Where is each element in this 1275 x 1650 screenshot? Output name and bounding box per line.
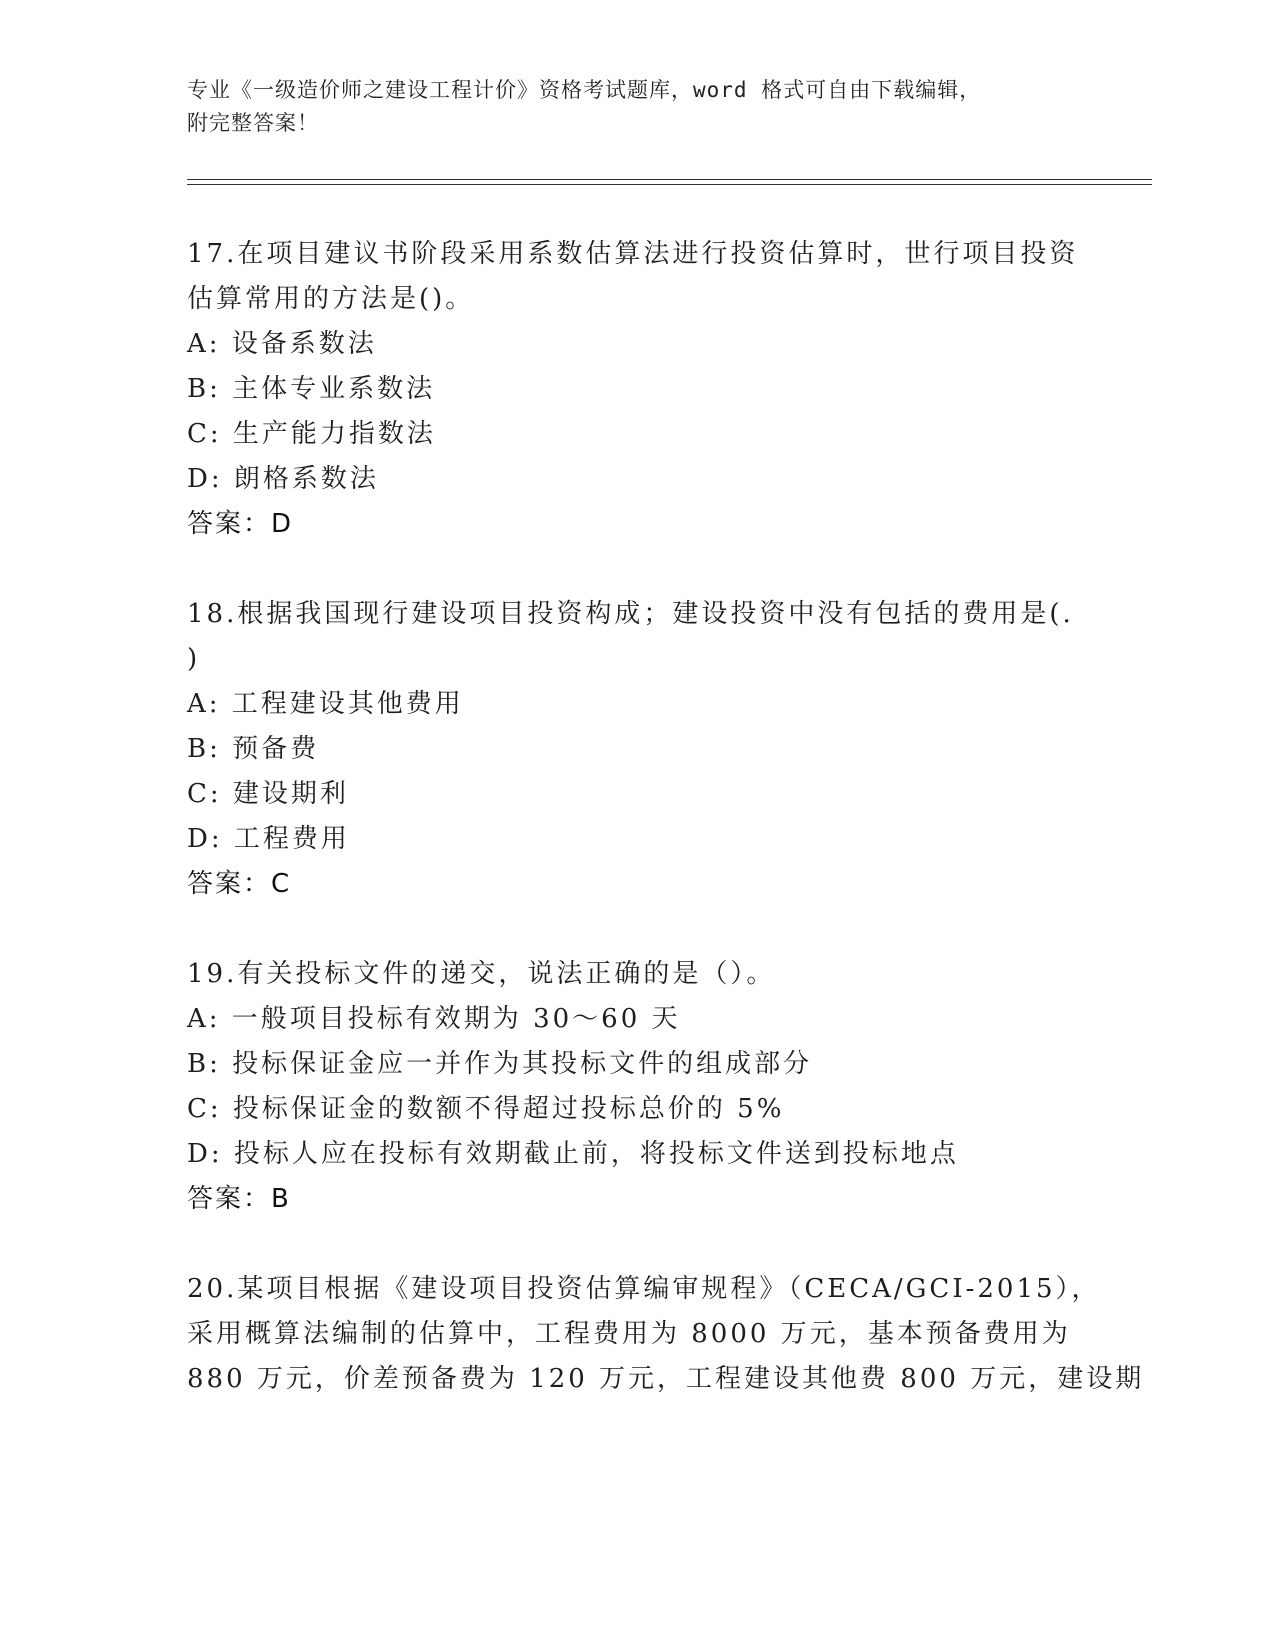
question-line: 估算常用的方法是()。 [187,284,475,314]
option-b: B: 预备费 [187,734,320,764]
option-c: C: 投标保证金的数额不得超过投标总价的 5% [187,1094,785,1124]
question-17 [187,232,1087,547]
question-20 [187,1267,1145,1402]
question-line: 20.某项目根据《建设项目投资估算编审规程》（CECA/GCI-2015）， [187,1274,1101,1304]
question-line: 880 万元，价差预备费为 120 万元，工程建设其他费 800 万元，建设期 [187,1364,1145,1394]
question-text [187,232,1087,322]
question-text [187,1267,1145,1402]
answer-label: 答案：C [187,869,292,899]
answer-label: 答案：B [187,1184,291,1214]
option-d: D: 工程费用 [187,824,350,854]
header-divider [187,179,1152,180]
option-a: A: 工程建设其他费用 [187,689,464,719]
document-header [187,74,1067,140]
question-line: 采用概算法编制的估算中，工程费用为 8000 万元，基本预备费用为 [187,1319,1071,1349]
option-c: C: 建设期利 [187,779,349,809]
option-b: B: 投标保证金应一并作为其投标文件的组成部分 [187,1049,813,1079]
question-list [187,232,1145,1447]
option-b: B: 主体专业系数法 [187,374,436,404]
question-line: 17.在项目建议书阶段采用系数估算法进行投资估算时，世行项目投资 [187,239,1079,269]
question-line: 18.根据我国现行建设项目投资构成；建设投资中没有包括的费用是(. [187,599,1074,629]
option-a: A: 一般项目投标有效期为 30～60 天 [187,1004,681,1034]
question-19 [187,952,1087,1222]
header-line: 专业《一级造价师之建设工程计价》资格考试题库，word 格式可自由下载编辑， [187,78,982,102]
option-a: A: 设备系数法 [187,329,377,359]
question-text [187,592,1087,682]
question-18 [187,592,1087,907]
option-d: D: 投标人应在投标有效期截止前，将投标文件送到投标地点 [187,1139,959,1169]
header-line: 附完整答案！ [187,111,319,135]
question-line: ) [187,644,201,674]
option-c: C: 生产能力指数法 [187,419,436,449]
header-divider [187,184,1152,185]
option-d: D: 朗格系数法 [187,464,379,494]
question-text [187,952,1087,997]
answer-label: 答案：D [187,509,294,539]
question-line: 19.有关投标文件的递交，说法正确的是（）。 [187,959,776,989]
